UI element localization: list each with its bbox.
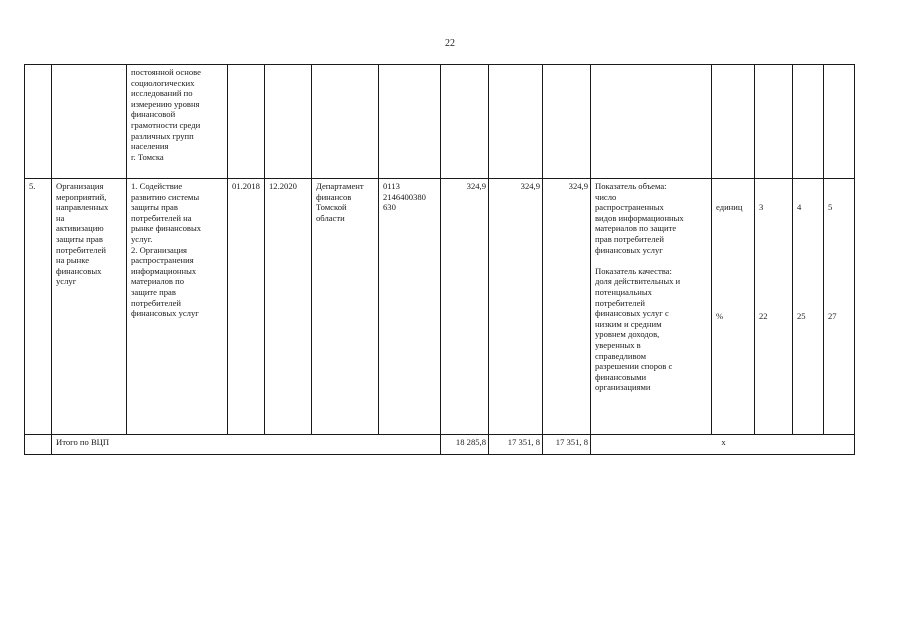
cell-value-1 bbox=[755, 65, 793, 179]
executor: Департамент финансов Томской области bbox=[312, 179, 379, 435]
total-label: Итого по ВЦП bbox=[52, 435, 441, 455]
page-number: 22 bbox=[445, 38, 455, 49]
cell-value-2 bbox=[793, 65, 824, 179]
table-row-continued bbox=[25, 65, 855, 179]
cell-start bbox=[228, 65, 265, 179]
budget-code: 0113 2146400380 630 bbox=[379, 179, 441, 435]
indicator-volume: Показатель объема: число распространенных видов информационных материалов по защите прав потребителей финансовых услуг bbox=[595, 181, 684, 255]
unit-quality: % bbox=[716, 310, 724, 321]
indicators-cell bbox=[591, 179, 712, 435]
task-list: 1. Содействие развитию системы защиты прав потребителей на рынке финансовых услуг. 2. Организация распространения информационных материалов по защите прав потребителей финансовых услуг bbox=[127, 179, 228, 435]
table-row-5 bbox=[25, 179, 855, 435]
cell-amount-2 bbox=[489, 65, 543, 179]
task-text: постоянной основе социологических исследований по измерению уровня финансовой грамотности среди различных групп населения г. Томска bbox=[131, 67, 201, 162]
cell-amount-1 bbox=[441, 65, 489, 179]
amount-1: 324,9 bbox=[441, 179, 489, 435]
values-col-3 bbox=[824, 179, 855, 435]
volume-value-3: 5 bbox=[828, 202, 833, 212]
total-amount-3: 17 351, 8 bbox=[543, 435, 591, 455]
activity-name: Организация мероприятий, направленных на активизацию защиты прав потребителей на рынке финансовых услуг bbox=[52, 179, 127, 435]
cell-activity bbox=[52, 65, 127, 179]
cell-end bbox=[265, 65, 312, 179]
values-col-2 bbox=[793, 179, 824, 435]
quality-value-3: 27 bbox=[828, 310, 837, 321]
program-table bbox=[24, 64, 855, 455]
amount-2: 324,9 bbox=[489, 179, 543, 435]
quality-value-2: 25 bbox=[797, 310, 806, 321]
cell-executor bbox=[312, 65, 379, 179]
cell-amount-3 bbox=[543, 65, 591, 179]
row-number: 5. bbox=[25, 179, 52, 435]
amount-3: 324,9 bbox=[543, 179, 591, 435]
total-mark: x bbox=[591, 435, 855, 455]
volume-value-2: 4 bbox=[797, 202, 802, 212]
cell-unit bbox=[712, 65, 755, 179]
start-date: 01.2018 bbox=[228, 179, 265, 435]
table-row-total bbox=[25, 435, 855, 455]
cell-tasks bbox=[127, 65, 228, 179]
values-col-1 bbox=[755, 179, 793, 435]
total-amount-2: 17 351, 8 bbox=[489, 435, 543, 455]
unit-volume: единиц bbox=[716, 202, 743, 212]
cell-code bbox=[379, 65, 441, 179]
indicator-quality: Показатель качества: доля действительных и потенциальных потребителей финансовых услуг с низким и средним уровнем доходов, уверенных в справедливом разрешении споров с финансовыми организациями bbox=[595, 265, 681, 393]
quality-value-1: 22 bbox=[759, 310, 768, 321]
total-number-cell bbox=[25, 435, 52, 455]
units-cell bbox=[712, 179, 755, 435]
cell-indicator bbox=[591, 65, 712, 179]
total-amount-1: 18 285,8 bbox=[441, 435, 489, 455]
end-date: 12.2020 bbox=[265, 179, 312, 435]
cell-number bbox=[25, 65, 52, 179]
cell-value-3 bbox=[824, 65, 855, 179]
volume-value-1: 3 bbox=[759, 202, 764, 212]
